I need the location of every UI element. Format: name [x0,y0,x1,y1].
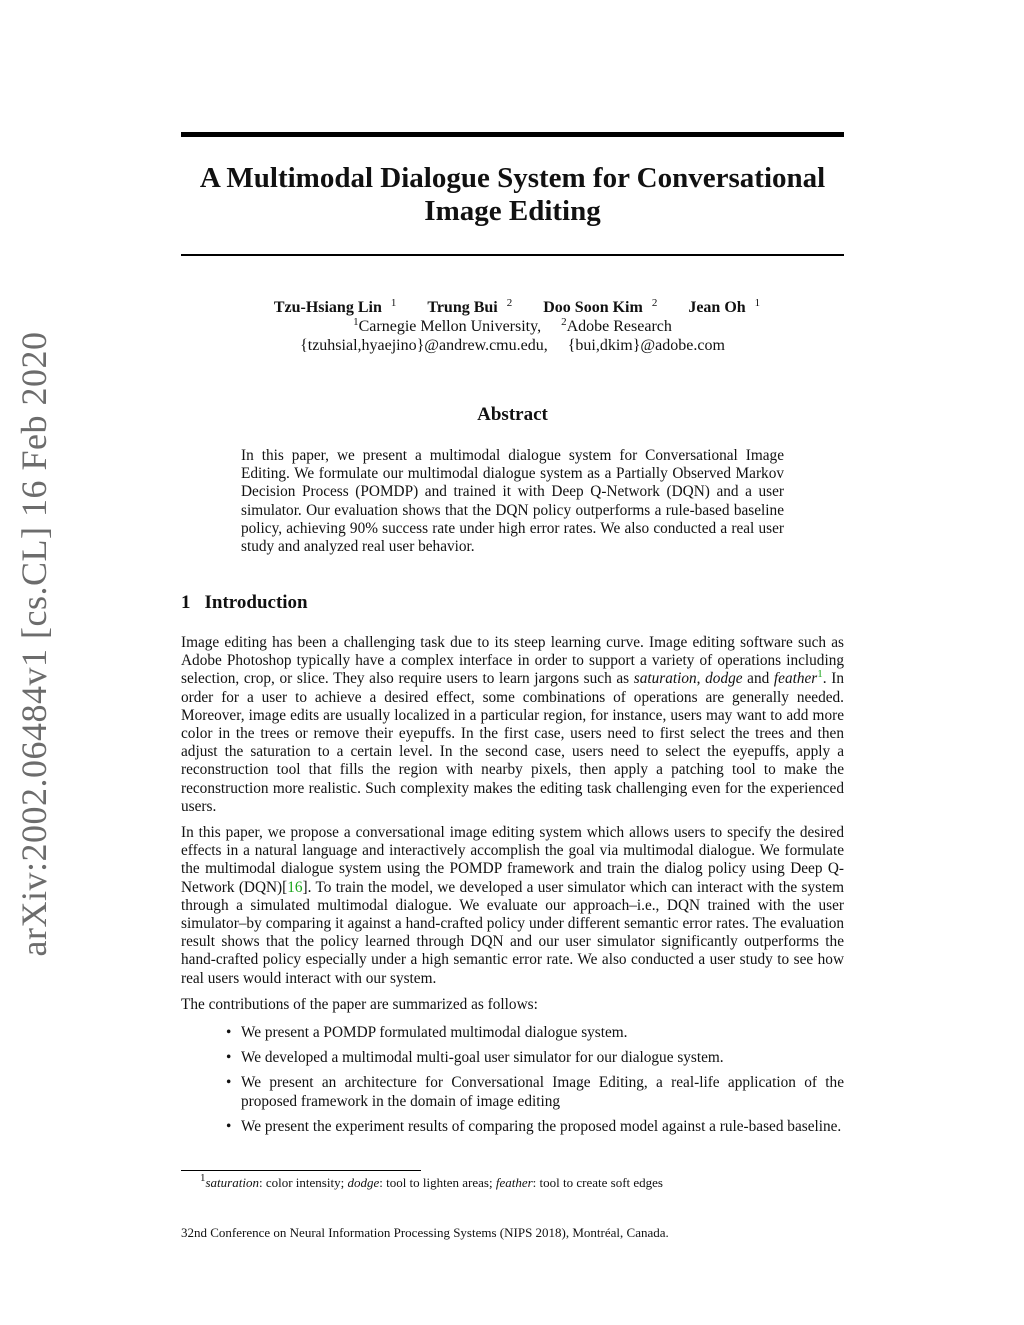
paragraph: The contributions of the paper are summarized as follows: [181,995,538,1013]
conference-note: 32nd Conference on Neural Information Processing Systems (NIPS 2018), Montréal, Canada. [181,1225,669,1240]
title-bottom-rule [181,254,844,256]
list-item: • We present an architecture for Conversational Image Editing, a real-life application of the proposed framework in the domain of image editing [241,1074,844,1110]
author-names [181,298,844,317]
author: Jean Oh $^1$ [688,297,761,316]
footnote-ref[interactable]: 1 [817,668,823,681]
body-text [181,634,844,1143]
list-item: • We developed a multimodal multi-goal user simulator for our dialogue system. [241,1049,844,1067]
author: Tzu-Hsiang Lin $^1$ [273,297,397,316]
affiliations: $^1$Carnegie Mellon University, $^2$Adobe Research [353,316,672,335]
footnote-rule [181,1170,421,1171]
citation-link[interactable]: 16 [287,878,303,896]
footnote: $^1$saturation: color intensity; dodge: tool to lighten areas; feather: tool to create soft edges [200,1172,663,1190]
list-item: • We present a POMDP formulated multimodal dialogue system. [241,1024,844,1042]
emails: {tzuhsial,hyaejino}@andrew.cmu.edu, {bui,dkim}@adobe.com [300,337,725,354]
title-line-2: Image Editing [424,195,601,227]
title-line-1: A Multimodal Dialogue System for Conversational [199,162,826,194]
arxiv-side-stamp: arXiv:2002.06484v1 [cs.CL] 16 Feb 2020 [14,331,54,957]
author: Doo Soon Kim $^2$ [543,297,658,316]
contributions-list [181,1024,844,1136]
section-heading-introduction: 1 Introduction [181,592,308,613]
paper-title [181,162,844,228]
list-item: • We present the experiment results of comparing the proposed model against a rule-based baseline. [241,1118,844,1136]
title-top-rule [181,132,844,137]
author: Trung Bui $^2$ [427,297,513,316]
abstract-heading: Abstract [477,404,548,425]
paragraph: In this paper, we propose a conversational image editing system which allows users to specify the desired effects in a natural language and interactively accomplish the goal via multimodal dialogue. We formulate the multimodal dialogue system using the POMDP framework and train the dialog policy using Deep Q-Network (DQN)[16]. To train the model, we developed a user simulator which can interact with the system through a simulated multimodal dialogue. We evaluate our approach–i.e., DQN trained with the user simulator–by comparing it against a hand-crafted policy under different semantic error rates. The evaluation result shows that the policy learned through DQN and our user simulator significantly outperforms the hand-crafted policy especially under a high semantic error rate. We also conducted a user study to see how real users would interact with our system. [181,824,844,987]
paragraph: Image editing has been a challenging task due to its steep learning curve. Image editing software such as Adobe Photoshop typically have a complex interface in order to support a variety of operations including selection, crop, or slice. They also require users to learn jargons such as saturation, dodge and feather$^1$. In order for a user to achieve a desired effect, some combinations of operations are generally needed. Moreover, image edits are usually localized in a particular region, for instance, users may want to add more color in the trees or remove their eyepuffs. In the first case, users need to first select the trees and then adjust the saturation to a certain level. In the second case, users need to select the eyepuffs, apply a reconstruction tool that fills the region with nearby pixels, then apply a patching tool to make the reconstruction more realistic. Such complexity makes the editing task challenging even for the experienced users. [181,634,844,815]
abstract-text: In this paper, we present a multimodal dialogue system for Conversational Image Editing. We formulate our multimodal dialogue system as a Partially Observed Markov Decision Process (POMDP) and trained it with Deep Q-Network (DQN) and a user simulator. Our evaluation shows that the DQN policy outperforms a rule-based baseline policy, achieving 90% success rate under high error rates. We also conducted a real user study and analyzed real user behavior. [241,447,784,556]
author-block [181,298,844,355]
